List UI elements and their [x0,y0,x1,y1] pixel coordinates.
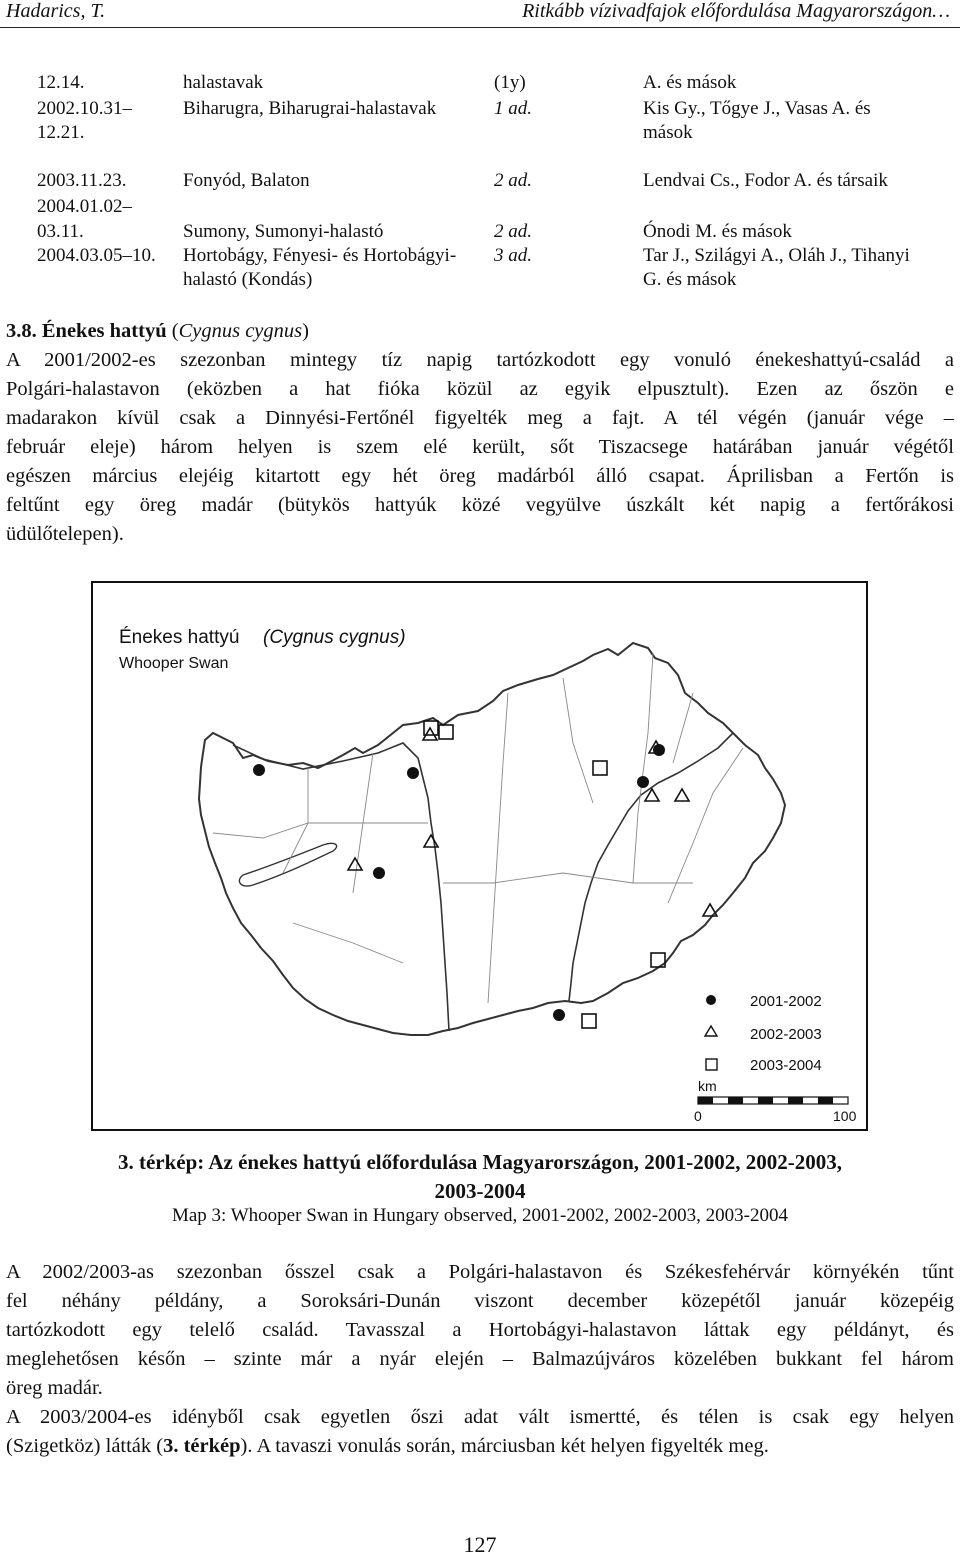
text-line: tartózkodott egy telelő család. Tavasszal a Hortobágyi-halastavon láttak egy példányt, és [6,1319,954,1341]
text-line: egészen március elejéig kitartott egy hét öreg madárból álló csapat. Áprilisban a Fertőn is [6,465,954,487]
text-line: meglehetősen későn – szinte már a nyár elején – Balmazújváros közelében bukkant fel három [6,1348,954,1370]
text-line: feltűnt egy öreg madár (bütykös hattyúk közé vegyülve úszkált két napig a fertőrákosi [6,494,954,516]
figure-caption [0,1148,960,1206]
table-cell: mások [643,122,693,143]
table-row [0,196,960,220]
table-cell: Ónodi M. és mások [643,221,792,242]
section-heading: 3.8. Énekes hattyú (Cygnus cygnus) [6,320,309,342]
marker-2003-2004 [439,725,453,739]
table-cell: 03.11. [37,221,84,242]
table-cell: Fonyód, Balaton [183,170,310,191]
marker-2001-2002 [373,867,385,879]
map-title-en: Whooper Swan [119,655,229,672]
section-paragraph-3 [6,1403,954,1461]
text-fragment: (Szigetköz) látták ( [6,1435,164,1457]
map-reference: 3. térkép [163,1435,241,1457]
table-row [0,269,960,293]
marker-2002-2003 [675,789,689,801]
text-line: Polgári-halastavon (eközben a hat fióka közül az egyik elpusztult). Ezen az őszön e [6,378,954,400]
text-line: A 2001/2002-es szezonban mintegy tíz napig tartózkodott egy vonuló énekeshattyú-család a [6,349,954,371]
section-paragraph-2 [6,1258,954,1403]
table-cell: halastó (Kondás) [183,269,313,290]
scale-unit: km [698,1078,717,1094]
lake-balaton [239,843,336,886]
marker-2002-2003 [423,728,437,740]
text-line: fel néhány példány, a Soroksári-Dunán viszont december közepétől január közepéig [6,1290,954,1312]
table-cell: Tar J., Szilágyi A., Oláh J., Tihanyi [643,245,910,266]
table-row [0,98,960,122]
map-title-latin: (Cygnus cygnus) [263,627,406,648]
table-cell: Biharugra, Biharugrai-halastavak [183,98,437,119]
marker-2001-2002 [553,1009,565,1021]
text-line: A 2002/2003-as szezonban ősszel csak a Polgári-halastavon és Székesfehérvár környékén tűnt [6,1261,954,1283]
table-cell: 12.14. [37,72,85,93]
marker-2002-2003 [348,858,362,870]
table-row [0,170,960,194]
text-line: üdülőtelepen). [6,523,124,545]
table-cell: 2003.11.23. [37,170,127,191]
header-rule [0,27,960,28]
species-name: Énekes hattyú [41,320,167,342]
marker-2001-2002 [637,776,649,788]
legend-square-icon [706,1059,717,1070]
section-number: 3.8. [6,320,37,342]
table-cell: 2 ad. [494,221,532,242]
text-line [6,1432,954,1461]
section-paragraph-1 [6,317,954,549]
table-cell: 3 ad. [494,245,532,266]
marker-2002-2003 [424,835,438,847]
table-cell: 2004.03.05–10. [37,245,156,266]
table-row [0,72,960,96]
scale-bar [694,1078,857,1124]
caption-line: 2003-2004 [434,1179,526,1203]
legend-triangle-icon [705,1026,717,1036]
marker-2003-2004 [593,761,607,775]
text-line: öreg madár. [6,1377,103,1399]
marker-2001-2002 [407,767,419,779]
internal-borders [213,653,743,1003]
table-row [0,122,960,146]
marker-2003-2004 [582,1014,596,1028]
page-number: 127 [463,1532,497,1557]
table-cell: Sumony, Sumonyi-halastó [183,221,384,242]
legend-label: 2001-2002 [750,993,822,1010]
text-line: madarakon kívül csak a Dinnyési-Fertőnél figyelték meg a fajt. A tél végén (január vége – [6,407,954,429]
species-latin: Cygnus cygnus [178,320,303,342]
table-cell: Hortobágy, Fényesi- és Hortobágyi- [183,245,457,266]
text-line: A 2003/2004-es idényből csak egyetlen őszi adat vált ismertté, és télen is csak egy helyen [6,1406,954,1428]
text-line: február eleje) három helyen is szem elé került, sőt Tiszacsege határában január végétől [6,436,954,458]
marker-2001-2002 [253,764,265,776]
scale-min: 0 [694,1108,702,1124]
table-cell: Kis Gy., Tőgye J., Vasas A. és [643,98,871,119]
text-fragment: ). A tavaszi vonulás során, márciusban két helyen figyelték meg. [240,1435,769,1457]
caption-line: 3. térkép: Az énekes hattyú előfordulása Magyarországon, 2001-2002, 2002-2003, [117,1150,843,1174]
scale-max: 100 [833,1108,857,1124]
table-cell: G. és mások [643,269,737,290]
table-cell: A. és mások [643,72,737,93]
map-legend [705,993,822,1074]
running-header [0,0,960,26]
table-cell: 1 ad. [494,98,532,119]
header-author: Hadarics, T. [6,0,106,22]
table-cell: 2002.10.31– [37,98,132,119]
table-row [0,221,960,245]
legend-label: 2002-2003 [750,1026,822,1043]
table-cell: halastavak [183,72,264,93]
marker-2003-2004 [424,721,438,735]
table-cell: (1y) [494,72,526,93]
legend-label: 2003-2004 [750,1057,822,1074]
map-canvas [93,583,866,1129]
table-row [0,245,960,269]
table-cell: 2004.01.02– [37,196,132,217]
legend-dot-icon [706,995,716,1005]
table-cell: 2 ad. [494,170,532,191]
table-cell: Lendvai Cs., Fodor A. és társaik [643,170,888,191]
figure-caption-english: Map 3: Whooper Swan in Hungary observed, 2001-2002, 2002-2003, 2003-2004 [171,1205,788,1226]
map-title-hu: Énekes hattyú [119,627,240,648]
table-cell: 12.21. [37,122,85,143]
distribution-map [91,581,868,1131]
danube-river [233,743,449,1031]
header-title: Ritkább vízivadfajok előfordulása Magyarországon… [522,0,950,22]
hungary-outline [199,643,785,1035]
